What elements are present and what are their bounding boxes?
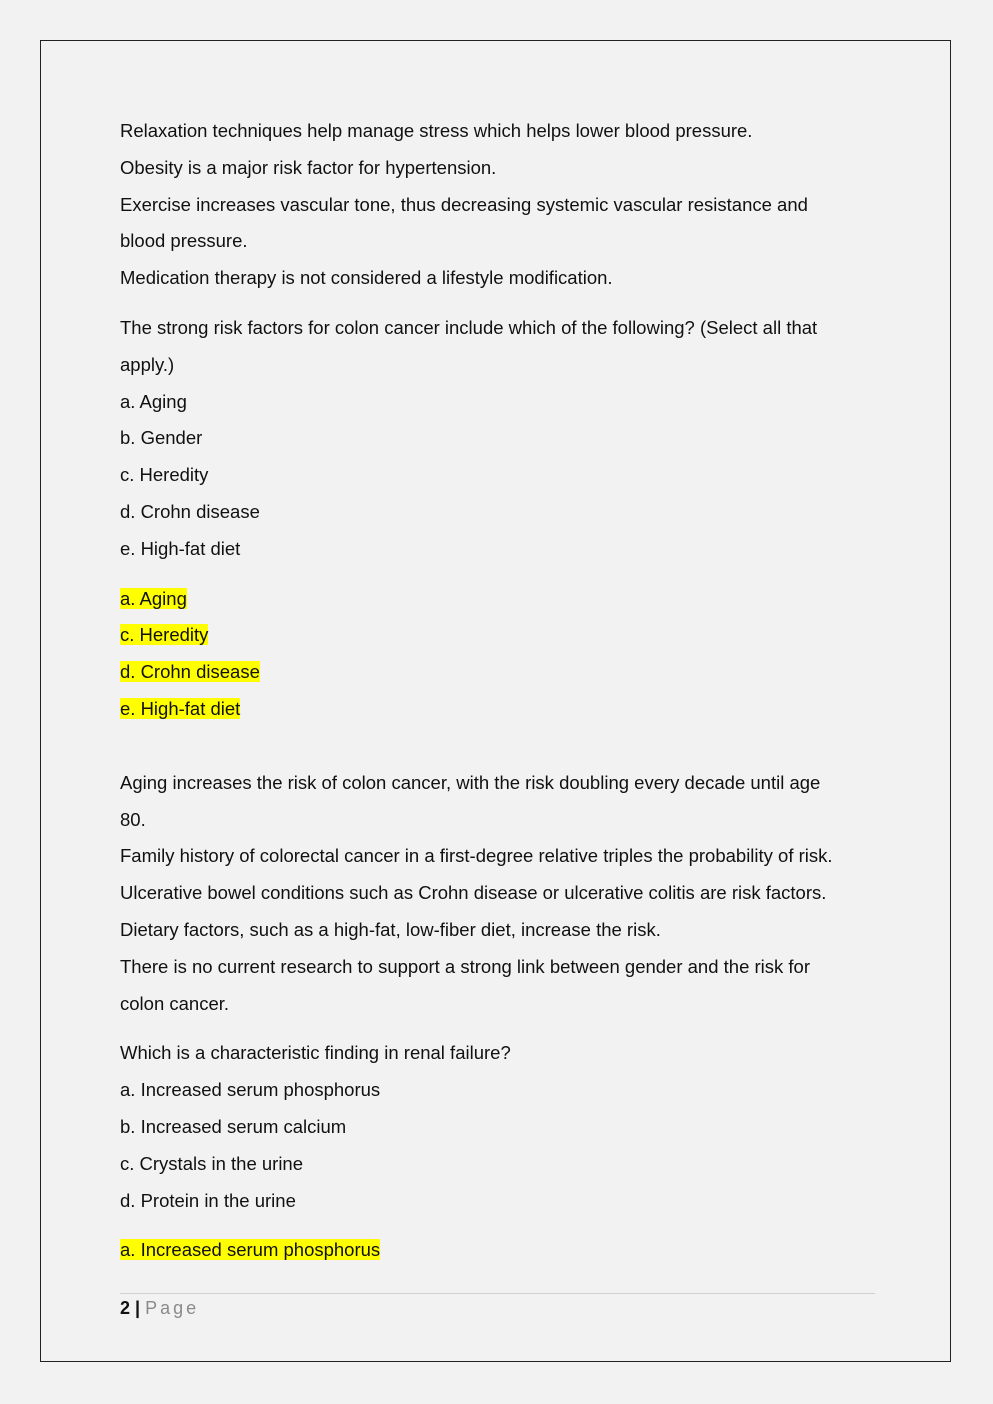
correct-answer (120, 654, 875, 691)
correct-answer (120, 691, 875, 728)
answer-option: c. Heredity (120, 464, 209, 486)
answer-option: d. Crohn disease (120, 500, 260, 522)
rationale-text: Family history of colorectal cancer in a first-degree relative triples the probability of risk. (120, 845, 833, 867)
correct-answer (120, 581, 875, 618)
highlighted-answer: d. Crohn disease (120, 661, 260, 683)
question-text: The strong risk factors for colon cancer include which of the following? (Select all that (120, 316, 818, 338)
page-footer (120, 1296, 199, 1320)
highlighted-answer: a. Increased serum phosphorus (120, 1239, 381, 1261)
answer-option: b. Gender (120, 427, 203, 449)
document-body (120, 113, 875, 1269)
paragraph: blood pressure. (120, 230, 248, 252)
paragraph: Relaxation techniques help manage stress which helps lower blood pressure. (120, 120, 753, 141)
rationale-text: 80. (120, 808, 146, 830)
correct-answer (120, 617, 875, 654)
page-number: 2 (120, 1298, 131, 1318)
highlighted-answer: e. High-fat diet (120, 697, 241, 719)
paragraph: Exercise increases vascular tone, thus decreasing systemic vascular resistance and (120, 193, 808, 215)
footer-separator: | (135, 1298, 141, 1318)
answer-option: a. Increased serum phosphorus (120, 1079, 381, 1101)
highlighted-answer: c. Heredity (120, 624, 209, 646)
answer-option: e. High-fat diet (120, 537, 241, 559)
question-text: apply.) (120, 353, 175, 375)
rationale-text: Ulcerative bowel conditions such as Crohn disease or ulcerative colitis are risk factors. (120, 882, 827, 904)
rationale-text: colon cancer. (120, 992, 230, 1014)
answer-option: d. Protein in the urine (120, 1189, 296, 1211)
paragraph: Obesity is a major risk factor for hypertension. (120, 156, 497, 178)
highlighted-answer: a. Aging (120, 587, 187, 609)
answer-option: b. Increased serum calcium (120, 1115, 347, 1137)
answer-option: c. Crystals in the urine (120, 1152, 304, 1174)
question-text: Which is a characteristic finding in renal failure? (120, 1042, 511, 1064)
rationale-text: Aging increases the risk of colon cancer, with the risk doubling every decade until age (120, 771, 821, 793)
answer-option: a. Aging (120, 390, 187, 412)
rationale-text: Dietary factors, such as a high-fat, low-fiber diet, increase the risk. (120, 918, 661, 940)
paragraph: Medication therapy is not considered a lifestyle modification. (120, 267, 613, 289)
correct-answer (120, 1232, 875, 1269)
rationale-text: There is no current research to support a strong link between gender and the risk for (120, 955, 811, 977)
page-label: Page (145, 1298, 200, 1318)
footer-divider (120, 1293, 875, 1294)
